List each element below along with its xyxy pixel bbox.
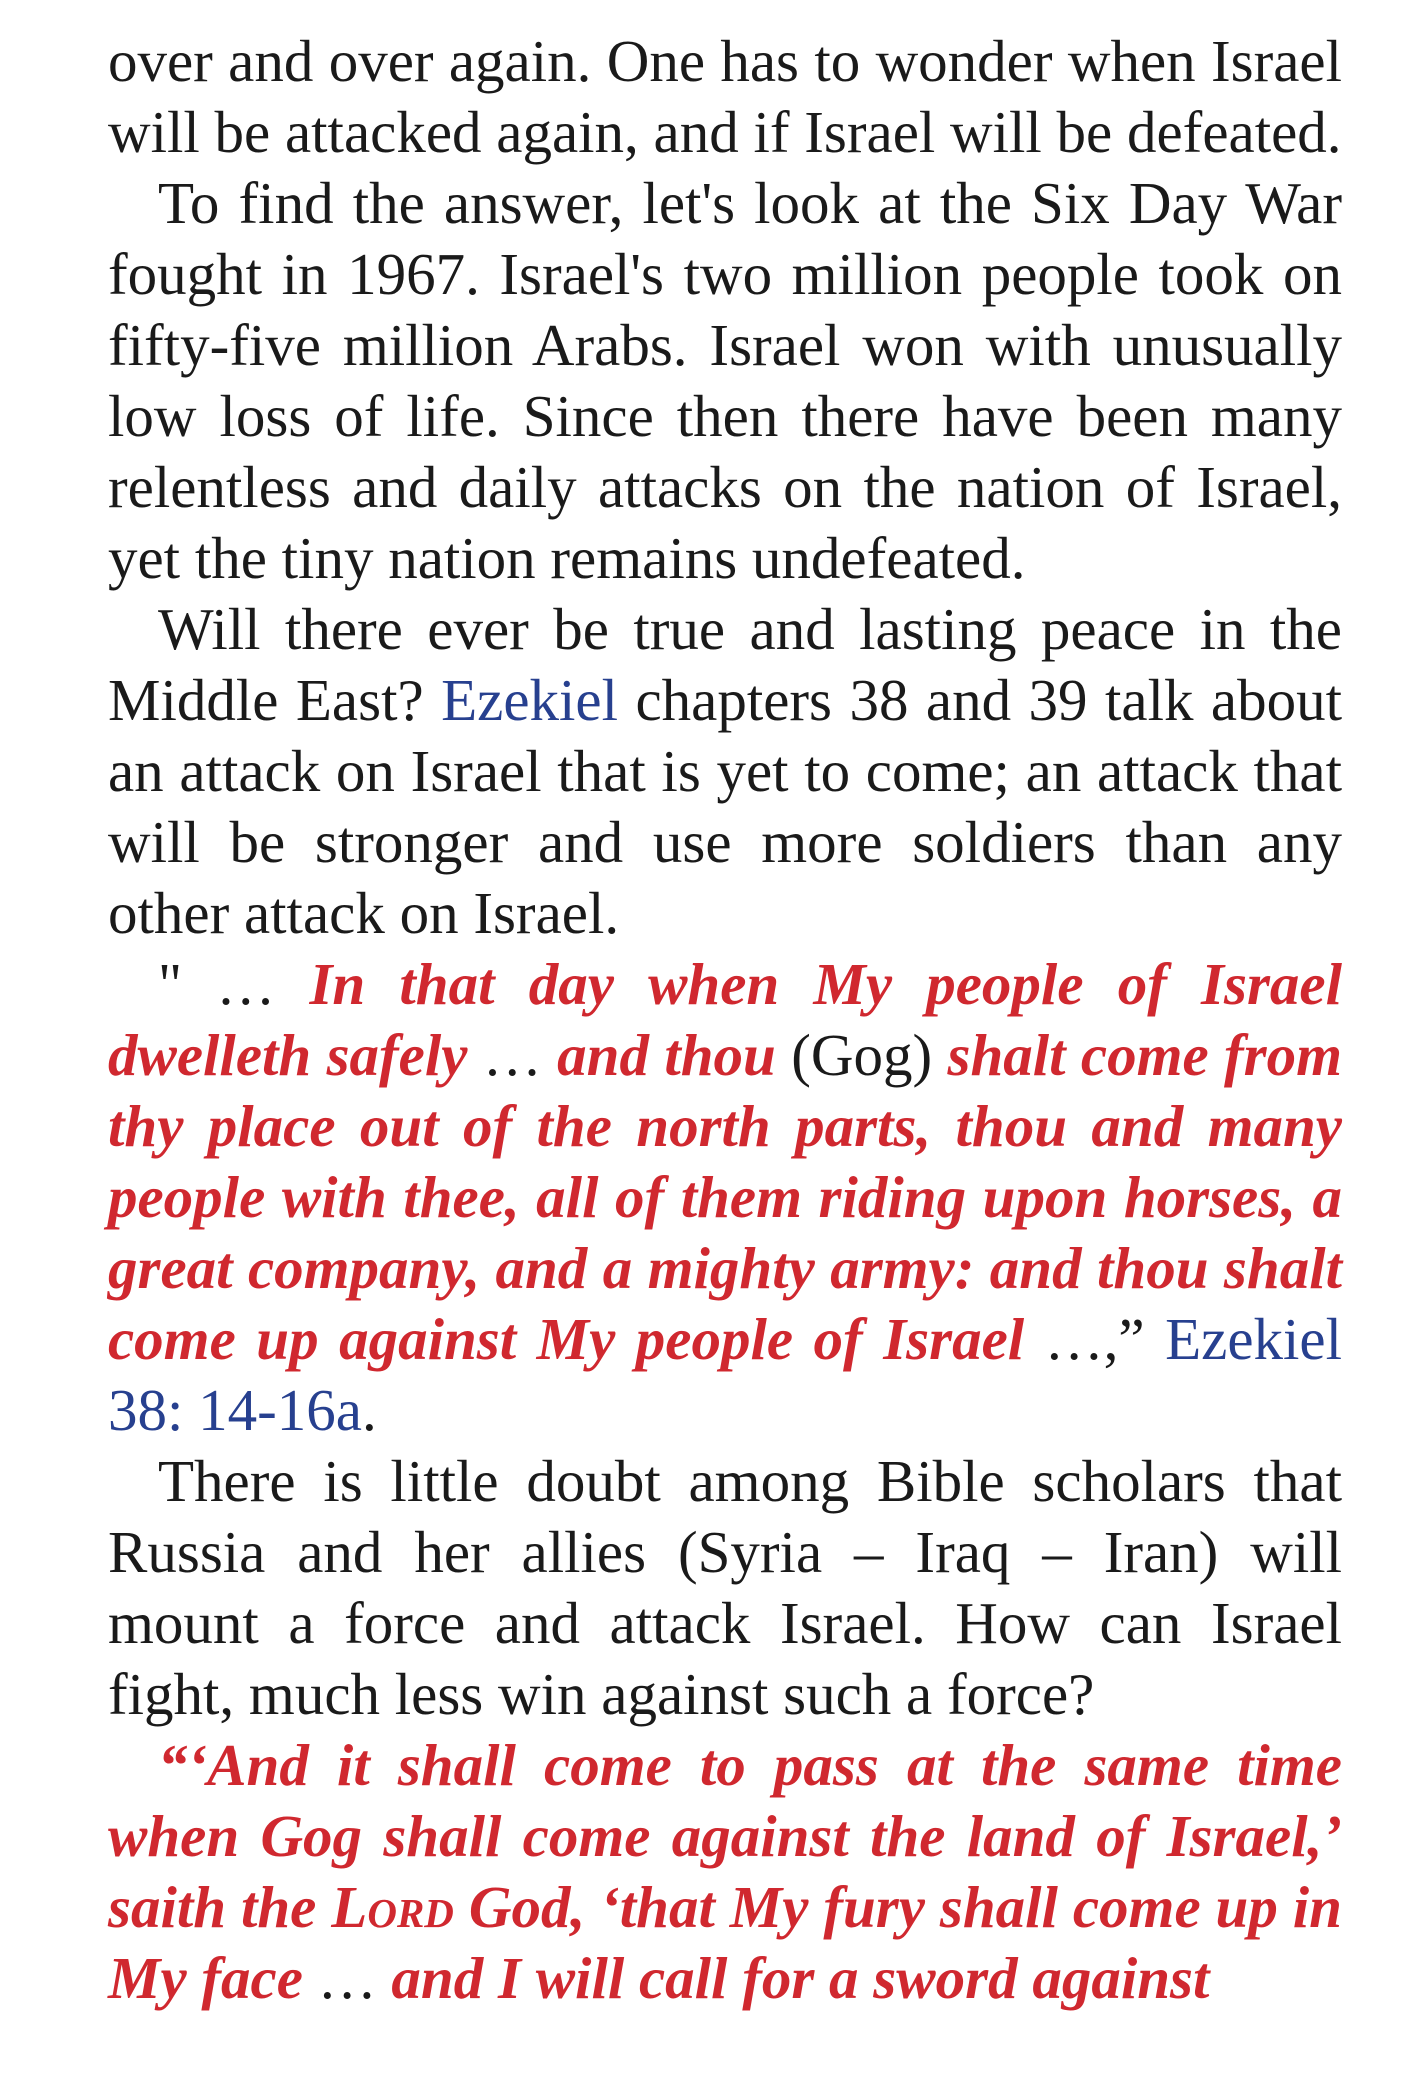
quote-ellipsis: … <box>467 1022 558 1088</box>
quote-text: and I will call for a sword against <box>391 1945 1210 2011</box>
quote-lord: Lord <box>331 1874 454 1940</box>
scripture-quote-fury <box>108 1730 1342 2014</box>
paragraph-text: To find the answer, let's look at the Six Day War fought in 1967. Israel's two million people took on fifty-five million Arabs. Israel won with unusually low loss of life. Since then there have been many relentless and daily attacks on the nation of Israel, yet the tiny nation remains undefeated. <box>108 170 1342 591</box>
quote-gog: (Gog) <box>775 1022 948 1088</box>
quote-text: shalt come from thy place out of the north parts, thou and many people with thee, all of them riding upon horses, a great company, and a mighty army: and thou shalt come up against My people of Israel <box>108 1022 1343 1372</box>
scripture-quote-ezekiel-38 <box>108 949 1342 1446</box>
paragraph-russia-allies <box>108 1446 1342 1730</box>
paragraph-text: chapters 38 and 39 talk about an attack on Israel that is yet to come; an attack that will be stronger and use more soldiers than any other attack on Israel. <box>108 667 1342 946</box>
quote-text: and thou <box>557 1022 776 1088</box>
quote-open: " … <box>158 951 310 1017</box>
quote-text: God, ‘that My fury shall come up in My face <box>108 1874 1342 2011</box>
paragraph-text: There is little doubt among Bible scholars that Russia and her allies (Syria – Iraq – Iran) will mount a force and attack Israel. How can Israel fight, much less win against such a force? <box>108 1448 1342 1727</box>
quote-text: In that day when My people of Israel dwelleth safely <box>108 951 1342 1088</box>
quote-text: “‘And it shall come to pass at the same time when Gog shall come against the land of Israel,’ saith the <box>108 1732 1342 1940</box>
paragraph-middle-east-peace <box>108 594 1342 949</box>
quote-ellipsis: … <box>302 1945 392 2011</box>
book-page <box>108 26 1342 2014</box>
paragraph-six-day-war <box>108 168 1342 594</box>
quote-close: …,” <box>1024 1306 1145 1372</box>
paragraph-continuation <box>108 26 1342 168</box>
quote-period: . <box>361 1377 377 1443</box>
scripture-reference-link[interactable]: Ezekiel <box>441 667 618 733</box>
scripture-reference-link[interactable]: Ezekiel 38: 14-16a <box>108 1306 1342 1443</box>
paragraph-text: over and over again. One has to wonder when Israel will be attacked again, and if Israel will be defeated. <box>108 28 1342 165</box>
paragraph-text: Will there ever be true and lasting peace in the Middle East? <box>108 596 1342 733</box>
